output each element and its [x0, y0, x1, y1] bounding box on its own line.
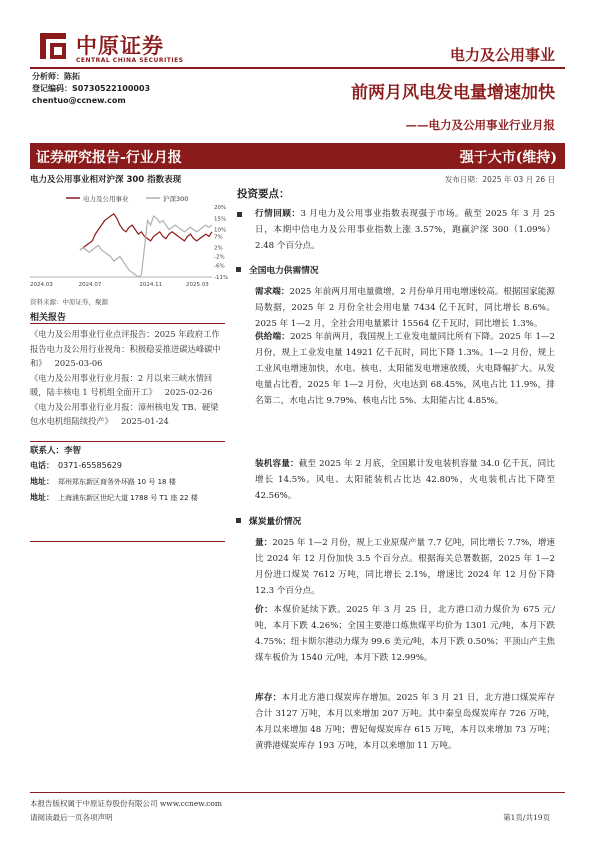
report-type: 证券研究报告-行业月报 — [36, 150, 182, 166]
paragraph-lead: 行情回顾： — [255, 209, 301, 219]
body-paragraph — [255, 602, 555, 666]
paragraph-text: 本月北方港口煤炭库存增加。2025 年 3 月 21 日，北方港口煤炭库存合计 3127 万吨，本月以来增加 207 万吨。其中秦皇岛煤炭库存 726 万吨，本月以来增加 48 万吨；曹妃甸煤炭库存 615 万吨，本月以来增加 73 万吨；黄骅港煤炭库存 193 万吨，本月以来增加 11 万吨。 — [255, 693, 555, 751]
paragraph-text: 2025 年前两月，我国规上工业发电量同比所有下降。2025 年 1—2 月份，规上工业发电量 14921 亿千瓦时，同比下降 1.3%。1—2 月份，规上工业风电增速加快，水电、核电、太阳能发电增速放缓，火电降幅扩大。从发电量占比看，2025 年 1—2 月份，火电达到 68.45%，风电占比 11.9%，排名第二，水电占比 9.79%、核电占比 5%、太阳能占比 4.85%。 — [255, 332, 555, 406]
body-paragraph — [255, 535, 555, 599]
logo-text: 中原证券 — [76, 34, 164, 58]
series-line-2 — [80, 216, 212, 277]
related-report-title: 《电力及公用事业行业点评报告：2025 年政府工作报告电力及公用行业视角：积极稳妥推进碳达峰碳中和》 — [30, 329, 221, 368]
analyst-email[interactable]: chentuo@ccnew.com — [32, 96, 126, 105]
contact-value: 上海浦东新区世纪大道 1788 号 T1 座 22 楼 — [58, 494, 198, 502]
paragraph-lead: 需求端： — [255, 287, 290, 297]
paragraph-text: 2025 年 1—2 月份，规上工业原煤产量 7.7 亿吨，同比增长 7.7%，增速比 2024 年 12 月份加快 3.5 个百分点。根据海关总署数据，2025 年 1—2 月份进口煤炭 7612 万吨，同比增长 2.1%，增速比 2024 年 12 月份下降 12.3 个百分点。 — [255, 538, 555, 596]
analyst-name: 分析师：陈拓 — [32, 72, 80, 81]
section-title: 全国电力供需情况 — [249, 266, 319, 276]
body-paragraph — [255, 690, 555, 754]
contact-heading: 联系人：李智 — [30, 446, 82, 456]
section-title: 煤炭量价情况 — [249, 517, 302, 527]
x-tick-label: 2024.11 — [139, 282, 163, 288]
paragraph-text: 2025 年前两月用电量微增，2 月份单月用电增速较高。根据国家能源局数据，2025 年 2 月份全社会用电量 7434 亿千瓦时，同比增长 8.6%。2025 年 1—2 月，全社会用电量累计 15564 亿千瓦时，同比增长 1.3%。 — [255, 287, 555, 329]
header-rule — [30, 67, 565, 69]
report-title: 前两月风电发电量增速加快 — [351, 83, 555, 103]
investment-heading: 投资要点： — [237, 188, 290, 200]
contact-value: 0371-65585629 — [58, 461, 122, 470]
y-tick-label: 20% — [214, 205, 227, 211]
x-tick-label: 2024.03 — [30, 282, 53, 288]
y-tick-label: -6% — [214, 263, 225, 270]
logo-mark — [38, 31, 68, 61]
contact-row — [30, 490, 198, 506]
contact-rule-top — [30, 441, 225, 442]
analyst-info — [32, 71, 150, 107]
x-tick-label: 2025.03 — [186, 282, 209, 288]
related-reports — [30, 327, 226, 429]
related-report-date: 2025-03-06 — [54, 358, 103, 368]
publish-date: 发布日期：2025 年 03 月 26 日 — [444, 175, 555, 184]
y-tick-label: 10% — [214, 227, 227, 234]
body-paragraph — [255, 206, 555, 254]
rating: 强于大市(维持) — [459, 150, 557, 166]
section-heading — [236, 515, 301, 527]
section-heading — [236, 264, 319, 276]
body-paragraph — [255, 284, 555, 332]
chart-title: 电力及公用事业相对沪深 300 指数表现 — [30, 175, 182, 185]
body-paragraph — [255, 329, 555, 409]
contact-value: 郑州郑东新区商务外环路 10 号 18 楼 — [58, 478, 176, 486]
body-paragraph — [255, 456, 555, 504]
contact-label: 地址： — [30, 493, 54, 502]
paragraph-lead: 价： — [255, 605, 274, 615]
paragraph-lead: 装机容量： — [255, 459, 299, 469]
paragraph-text: 本煤价延续下跌。2025 年 3 月 25 日，北方港口动力煤价为 675 元/吨，本月下跌 4.26%；全国主要港口炼焦煤平均价为 1301 元/吨，本月下跌 4.75%；纽卡斯尔港动力煤为 99.6 美元/吨，本月下跌 0.50%；平顶山产主焦煤车板价为 1540 元/吨，本月下跌 12.99%。 — [255, 605, 555, 663]
legend-label: 电力及公用事业 — [83, 195, 129, 203]
related-report-title: 《电力及公用事业行业月报：漳州核电发 TB、硬梁包水电机组陆续投产》 — [30, 401, 219, 426]
analyst-code: 登记编码：S0730522100003 — [32, 84, 151, 93]
index-chart — [30, 185, 229, 295]
y-tick-label: -11% — [214, 275, 229, 281]
x-tick-label: 2024.07 — [78, 282, 102, 288]
related-report-date: 2025-02-26 — [164, 387, 213, 397]
contact-label: 地址： — [30, 477, 54, 486]
y-tick-label: 15% — [214, 216, 227, 223]
paragraph-lead: 库存： — [255, 693, 282, 703]
related-report-item[interactable] — [30, 371, 226, 400]
bullet-icon — [236, 267, 241, 272]
contact-row — [30, 458, 198, 474]
report-subtitle: ——电力及公用事业行业月报 — [405, 118, 555, 132]
related-report-title: 《电力及公用事业行业月报：2 月以来三峡水情回暖，陆丰核电 1 号机组全面开工》 — [30, 372, 213, 397]
footer-copyright: 本报告版权属于中原证券股份有限公司 www.ccnew.com — [30, 799, 223, 808]
footer-disclaimer: 请阅读最后一页各项声明 — [30, 813, 113, 822]
bullet-icon — [236, 518, 241, 523]
related-heading: 相关报告 — [30, 313, 67, 323]
footer-rule — [30, 792, 565, 793]
chart-source: 资料来源：中原证券，聚源 — [30, 298, 108, 306]
paragraph-text: 3 月电力及公用事业指数表现强于市场。截至 2025 年 3 月 25 日，本期中信电力及公用事业指数上涨 3.57%，跑赢沪深 300（1.09%）2.48 个百分点。 — [255, 209, 555, 251]
paragraph-lead: 供给端： — [255, 332, 291, 342]
page-number: 第1页/共19页 — [503, 813, 550, 822]
contact-row — [30, 474, 198, 490]
y-tick-label: -2% — [214, 254, 225, 261]
contact-info — [30, 458, 198, 506]
related-report-date: 2025-01-24 — [120, 416, 169, 426]
contact-label: 电话： — [30, 461, 54, 470]
contact-rule — [30, 541, 225, 542]
paragraph-text: 截至 2025 年 2 月底，全国累计发电装机容量 34.0 亿千瓦，同比增长 14.5%。风电、太阳能装机占比达 42.80%，火电装机占比下降至 42.56%。 — [255, 459, 555, 501]
paragraph-lead: 量： — [255, 538, 273, 548]
related-report-item[interactable] — [30, 400, 226, 429]
logo-subtext: CENTRAL CHINA SECURITIES — [76, 57, 184, 64]
y-tick-label: 7% — [214, 234, 223, 241]
header-sector: 电力及公用事业 — [449, 46, 555, 64]
legend-label: 沪深300 — [163, 195, 189, 203]
report-banner — [30, 143, 565, 169]
bullet-icon — [237, 212, 242, 217]
related-report-item[interactable] — [30, 327, 226, 371]
y-tick-label: 2% — [214, 245, 223, 252]
related-rule — [30, 323, 225, 324]
